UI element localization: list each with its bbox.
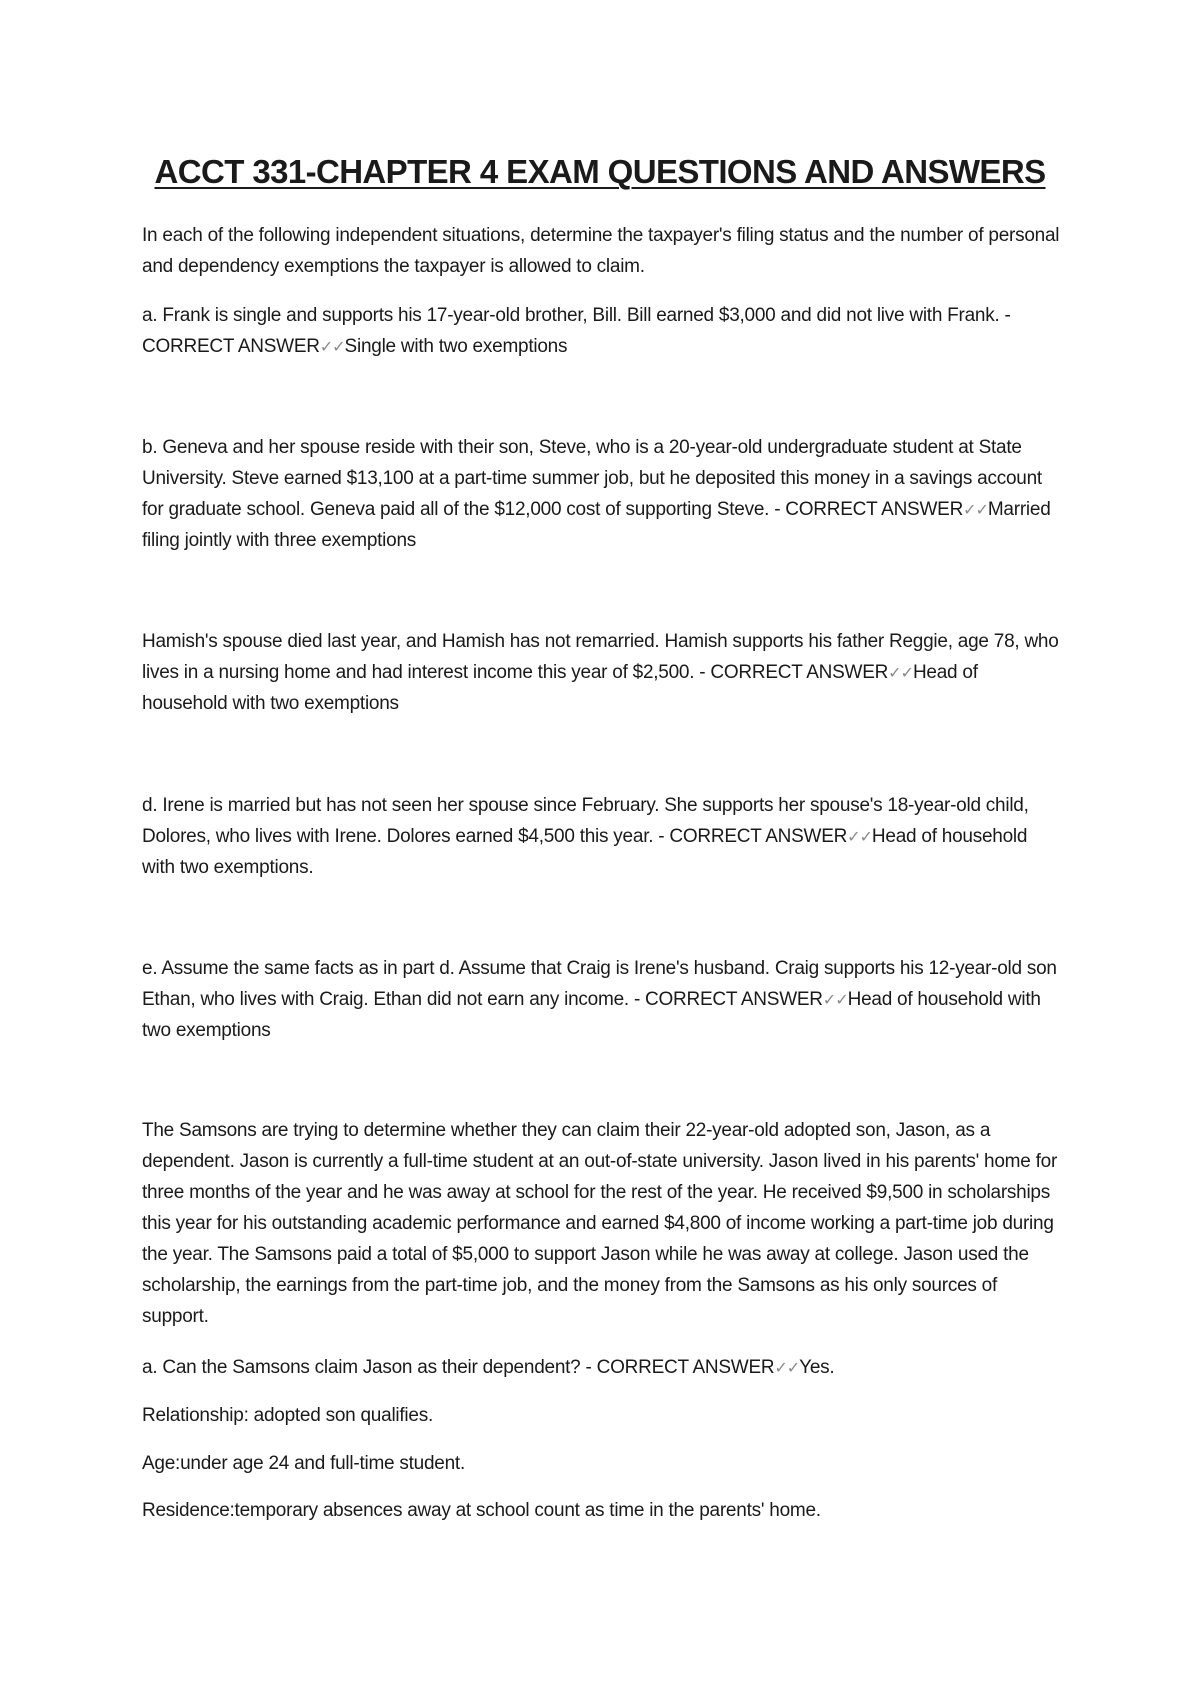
double-check-icon: ✓✓ — [774, 1358, 800, 1377]
answer-text: Yes. — [799, 1357, 835, 1378]
qa-item-d — [142, 790, 1064, 883]
question-text: e. Assume the same facts as in part d. Assume that Craig is Irene's husband. Craig supports his 12-year-old son Ethan, who lives with Craig. Ethan did not earn any income. - CORRECT ANSWER — [142, 958, 1057, 1010]
question-text: d. Irene is married but has not seen her spouse since February. She supports her spouse's 18-year-old child, Dolores, who lives with Irene. Dolores earned $4,500 this year. - CORRECT ANSWER — [142, 795, 1029, 847]
double-check-icon: ✓✓ — [822, 990, 848, 1009]
page-title — [0, 152, 1200, 192]
double-check-icon: ✓✓ — [847, 827, 872, 846]
question-text: a. Can the Samsons claim Jason as their dependent? - CORRECT ANSWER — [142, 1357, 775, 1378]
qa-item-a — [142, 300, 1064, 362]
qa-item-e — [142, 953, 1064, 1046]
answer-text: Head of household with two exemptions — [142, 662, 978, 714]
detail-age: Age:under age 24 and full-time student. — [142, 1453, 465, 1474]
scenario-qa-item — [142, 1352, 1064, 1383]
answer-text: Married filing jointly with three exemptions — [142, 499, 1051, 551]
answer-text: Head of household with two exemptions — [142, 989, 1041, 1041]
answer-text: Single with two exemptions — [344, 336, 568, 357]
double-check-icon: ✓✓ — [319, 337, 345, 356]
answer-text: Head of household with two exemptions. — [142, 826, 1028, 878]
question-text: b. Geneva and her spouse reside with their son, Steve, who is a 20-year-old undergraduate student at State University. Steve earned $13,100 at a part-time summer job, but he deposited this money in a savings account for graduate school. Geneva paid all of the $12,000 cost of supporting Steve. - CORRECT ANSWER — [142, 437, 1042, 520]
detail-residence: Residence:temporary absences away at school count as time in the parents' home. — [142, 1500, 821, 1521]
qa-item-b — [142, 432, 1064, 556]
scenario-paragraph: The Samsons are trying to determine whether they can claim their 22-year-old adopted son, Jason, as a dependent. Jason is currently a full-time student at an out-of-state university. Jason lived in his parents' home for three months of the year and he was away at school for the rest of the year. He received $9,500 in scholarships this year for his outstanding academic performance and earned $4,800 of income working a part-time job during the year. The Samsons paid a total of $5,000 to support Jason while he was away at college. Jason used the scholarship, the earnings from the part-time job, and the money from the Samsons as his only sources of support. — [142, 1120, 1058, 1327]
double-check-icon: ✓✓ — [888, 663, 913, 682]
question-text: Hamish's spouse died last year, and Hamish has not remarried. Hamish supports his father Reggie, age 78, who lives in a nursing home and had interest income this year of $2,500. - CORRECT ANSWER — [142, 631, 1059, 683]
detail-relationship: Relationship: adopted son qualifies. — [142, 1405, 433, 1426]
intro-paragraph: In each of the following independent situations, determine the taxpayer's filing status and the number of personal and dependency exemptions the taxpayer is allowed to claim. — [142, 225, 1060, 277]
double-check-icon: ✓✓ — [963, 500, 988, 519]
page-title-text: ACCT 331-CHAPTER 4 EXAM QUESTIONS AND ANSWERS — [154, 153, 1046, 190]
question-text: a. Frank is single and supports his 17-year-old brother, Bill. Bill earned $3,000 and did not live with Frank. - CORRECT ANSWER — [142, 305, 1011, 357]
qa-item-c — [142, 626, 1064, 719]
